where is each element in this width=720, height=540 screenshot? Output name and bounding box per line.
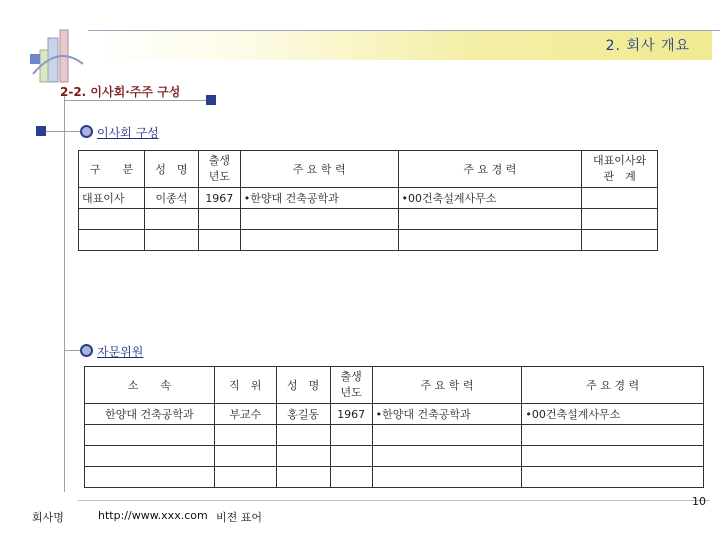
section-title: 2-2. 이사회·주주 구성 <box>60 85 181 99</box>
advisors-col-education: 주 요 학 력 <box>372 367 522 404</box>
advisors-connector <box>64 350 80 351</box>
table-cell <box>330 467 372 488</box>
table-cell: •00건축설계사무소 <box>522 404 704 425</box>
table-cell <box>144 230 198 251</box>
advisors-header-row <box>85 367 704 404</box>
table-cell: 1967 <box>198 188 240 209</box>
board-col-career: 주 요 경 력 <box>398 151 582 188</box>
advisors-col-position: 직 위 <box>214 367 276 404</box>
table-cell <box>214 446 276 467</box>
advisors-col-birth-year <box>330 367 372 404</box>
page-number: 10 <box>692 495 706 508</box>
board-marker-icon <box>36 126 46 136</box>
table-cell <box>198 209 240 230</box>
advisors-col-birth-year-label: 출생 년도 <box>340 370 362 399</box>
advisors-bullet-icon <box>80 344 93 357</box>
table-cell <box>276 467 330 488</box>
table-cell <box>79 230 145 251</box>
board-col-relation-label: 대표이사와 관 계 <box>593 154 647 183</box>
footer-url: http://www.xxx.com <box>98 509 208 522</box>
advisors-col-affiliation: 소 속 <box>85 367 215 404</box>
table-row <box>79 188 658 209</box>
board-col-name: 성 명 <box>144 151 198 188</box>
table-cell <box>276 446 330 467</box>
board-col-relation <box>582 151 658 188</box>
table-cell: •한양대 건축공학과 <box>240 188 398 209</box>
table-cell <box>240 230 398 251</box>
table-cell: 부교수 <box>214 404 276 425</box>
table-cell <box>85 467 215 488</box>
advisors-table <box>84 366 704 488</box>
table-cell <box>522 446 704 467</box>
advisors-title: 자문위원 <box>97 345 144 359</box>
table-cell <box>214 467 276 488</box>
board-table <box>78 150 658 251</box>
table-cell: 대표이사 <box>79 188 145 209</box>
board-title: 이사회 구성 <box>97 126 159 140</box>
board-col-birth-year-label: 출생 년도 <box>208 154 230 183</box>
table-cell: 1967 <box>330 404 372 425</box>
board-col-education: 주 요 학 력 <box>240 151 398 188</box>
section-marker-icon <box>206 95 216 105</box>
table-row <box>85 425 704 446</box>
board-col-division: 구 분 <box>79 151 145 188</box>
board-header-row <box>79 151 658 188</box>
table-cell <box>79 209 145 230</box>
section-underline <box>64 100 212 101</box>
table-row <box>85 446 704 467</box>
table-cell <box>240 209 398 230</box>
board-connector <box>40 131 80 132</box>
table-cell <box>582 230 658 251</box>
table-cell <box>372 425 522 446</box>
table-cell: 이종석 <box>144 188 198 209</box>
table-row <box>79 230 658 251</box>
advisors-col-career: 주 요 경 력 <box>522 367 704 404</box>
table-cell <box>85 446 215 467</box>
table-cell <box>85 425 215 446</box>
table-cell: •한양대 건축공학과 <box>372 404 522 425</box>
board-col-birth-year <box>198 151 240 188</box>
table-cell <box>214 425 276 446</box>
table-cell <box>398 209 582 230</box>
board-bullet-icon <box>80 125 93 138</box>
table-cell <box>522 425 704 446</box>
page-title: 2. 회사 개요 <box>605 38 690 54</box>
table-cell <box>582 188 658 209</box>
table-cell <box>372 467 522 488</box>
footer-company: 회사명 <box>32 511 64 524</box>
table-row <box>85 467 704 488</box>
table-cell <box>522 467 704 488</box>
left-guide-line <box>64 92 65 492</box>
table-cell <box>582 209 658 230</box>
footer-motto: 비젼 표어 <box>216 511 263 524</box>
table-cell: 한양대 건축공학과 <box>85 404 215 425</box>
table-cell <box>198 230 240 251</box>
table-cell <box>276 425 330 446</box>
table-cell: •00건축설계사무소 <box>398 188 582 209</box>
table-cell <box>144 209 198 230</box>
table-row <box>79 209 658 230</box>
advisors-col-name: 성 명 <box>276 367 330 404</box>
table-cell <box>330 425 372 446</box>
table-cell: 홍길동 <box>276 404 330 425</box>
table-row <box>85 404 704 425</box>
table-cell <box>330 446 372 467</box>
footer-rule <box>78 500 710 501</box>
table-cell <box>398 230 582 251</box>
table-cell <box>372 446 522 467</box>
header-rule <box>88 30 720 31</box>
